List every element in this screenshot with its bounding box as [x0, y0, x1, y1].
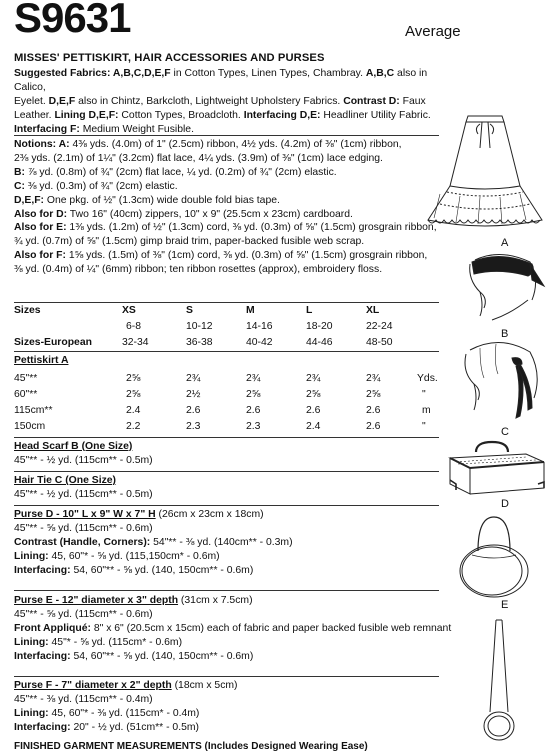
suggested-fabrics: Suggested Fabrics: A,B,C,D,E,F in Cotton Types, Linen Types, Chambray. A,B,C also in Calico, Eyelet. D,E,F also in Chintz, Barkcloth, Lightweight Upholstery Fabrics. Contrast D: Faux Leather. Lining D,E,F: Cotton Types, Broadcloth. Interfacing D,E: Headliner Utility Fabric. Interfacing F: Medium Weight Fusible. [14, 68, 431, 135]
pattern-number: S9631 [14, 0, 131, 41]
pattern-title: MISSES' PETTISKIRT, HAIR ACCESSORIES AND PURSES [14, 52, 325, 64]
purse-e-section: Purse E - 12" diameter x 3" depth (31cm x 7.5cm) 45"** - ⅝ yd. (115cm** - 0.6m) Front Appliqué: 8" x 6" (20.5cm x 15cm) each of fabric and paper backed fusible web remnant Lining: 45"* - ⅝ yd. (115cm* - 0.6m) Interfacing: 54, 60"** - ⅝ yd. (140, 150cm** - 0.6m) [14, 595, 452, 662]
small-round-purse-illustration [466, 616, 536, 742]
pettiskirt-heading: Pettiskirt A [14, 355, 69, 366]
head-scarf-illustration [440, 250, 550, 325]
divider [14, 437, 439, 438]
finished-measurements-heading: FINISHED GARMENT MEASUREMENTS (Includes Designed Wearing Ease) [14, 741, 368, 752]
pettiskirt-illustration [420, 108, 550, 238]
view-label-c: C [501, 426, 509, 438]
box-purse-illustration [440, 440, 550, 500]
difficulty-label: Average [405, 23, 461, 40]
view-label-d: D [501, 498, 509, 510]
divider [14, 590, 439, 591]
view-label-a: A [501, 237, 509, 249]
hair-tie-section: Hair Tie C (One Size) 45"** - ½ yd. (115cm** - 0.5m) [14, 475, 153, 500]
divider [14, 302, 439, 303]
purse-f-section: Purse F - 7" diameter x 2" depth (18cm x 5cm) 45"** - ⅜ yd. (115cm** - 0.4m) Lining: 45, 60"* - ⅜ yd. (115cm* - 0.4m) Interfacing: 20" - ½ yd. (51cm** - 0.5m) [14, 680, 238, 733]
view-label-e: E [501, 599, 509, 611]
head-scarf-section: Head Scarf B (One Size) 45"** - ½ yd. (115cm** - 0.5m) [14, 441, 153, 466]
divider [14, 676, 439, 677]
divider [14, 505, 439, 506]
size-table: Sizes XS S M L XL 6-8 10-12 14-16 18-20 22-24 Sizes-European 32-34 36-38 40-42 44-46 48-50 Pettiskirt A 45"** 2⅝ 2¾ 2¾ 2¾ 2¾ Yds. 60"** 2⅝ 2½ 2⅝ 2⅝ 2⅝ " 115cm** 2.4 2.6 2.6 2.6 2.6 m 150cm 2.2 2.3 2.3 2.4 2.6 " [14, 305, 438, 432]
purse-d-section: Purse D - 10" L x 9" W x 7" H (26cm x 23cm x 18cm) 45"** - ⅝ yd. (115cm** - 0.6m) Contrast (Handle, Corners): 54"** - ⅜ yd. (140cm** - 0.3m) Lining: 45, 60"* - ⅝ yd. (115,150cm* - 0.6m) Interfacing: 54, 60"** - ⅝ yd. (140, 150cm** - 0.6m) [14, 509, 293, 576]
view-label-b: B [501, 328, 509, 340]
divider [14, 471, 439, 472]
hair-tie-illustration [440, 338, 550, 428]
round-purse-illustration [448, 515, 538, 600]
divider [14, 135, 439, 136]
notions: Notions: A: 4⅜ yds. (4.0m) of 1" (2.5cm) ribbon, 4½ yds. (4.2m) of ⅜" (1cm) ribbon, 2⅜ yds. (2.1m) of 1¼" (3.2cm) flat lace, 4¼ yds. (3.9m) of ⅜" (1cm) lace edging. B: ⅞ yd. (0.8m) of ¾" (2cm) flat lace, ¼ yd. (0.2m) of ¾" (2cm) elastic. C: ⅜ yd. (0.3m) of ¾" (2cm) elastic. D,E,F: One pkg. of ½" (1.3cm) wide double fold bias tape. Also for D: Two 16" (40cm) zippers, 10" x 9" (25.5cm x 23cm) cardboard. Also for E: 1⅜ yds. (1.2m) of ½" (1.3cm) cord, ⅜ yd. (0.3m) of ⅝" (1.5cm) grosgrain ribbon, ¾ yd. (0.7m) of ⅝" (1.5cm) gimp braid trim, paper-backed fusible web scrap. Also for F: 1⅝ yds. (1.5m) of ⅜" (1cm) cord, ⅜ yd. (0.3m) of ⅝" (1.5cm) grosgrain ribbon, ⅜ yd. (0.4m) of ¼" (6mm) ribbon; ten ribbon rosettes (approx), embroidery floss. [14, 139, 437, 276]
